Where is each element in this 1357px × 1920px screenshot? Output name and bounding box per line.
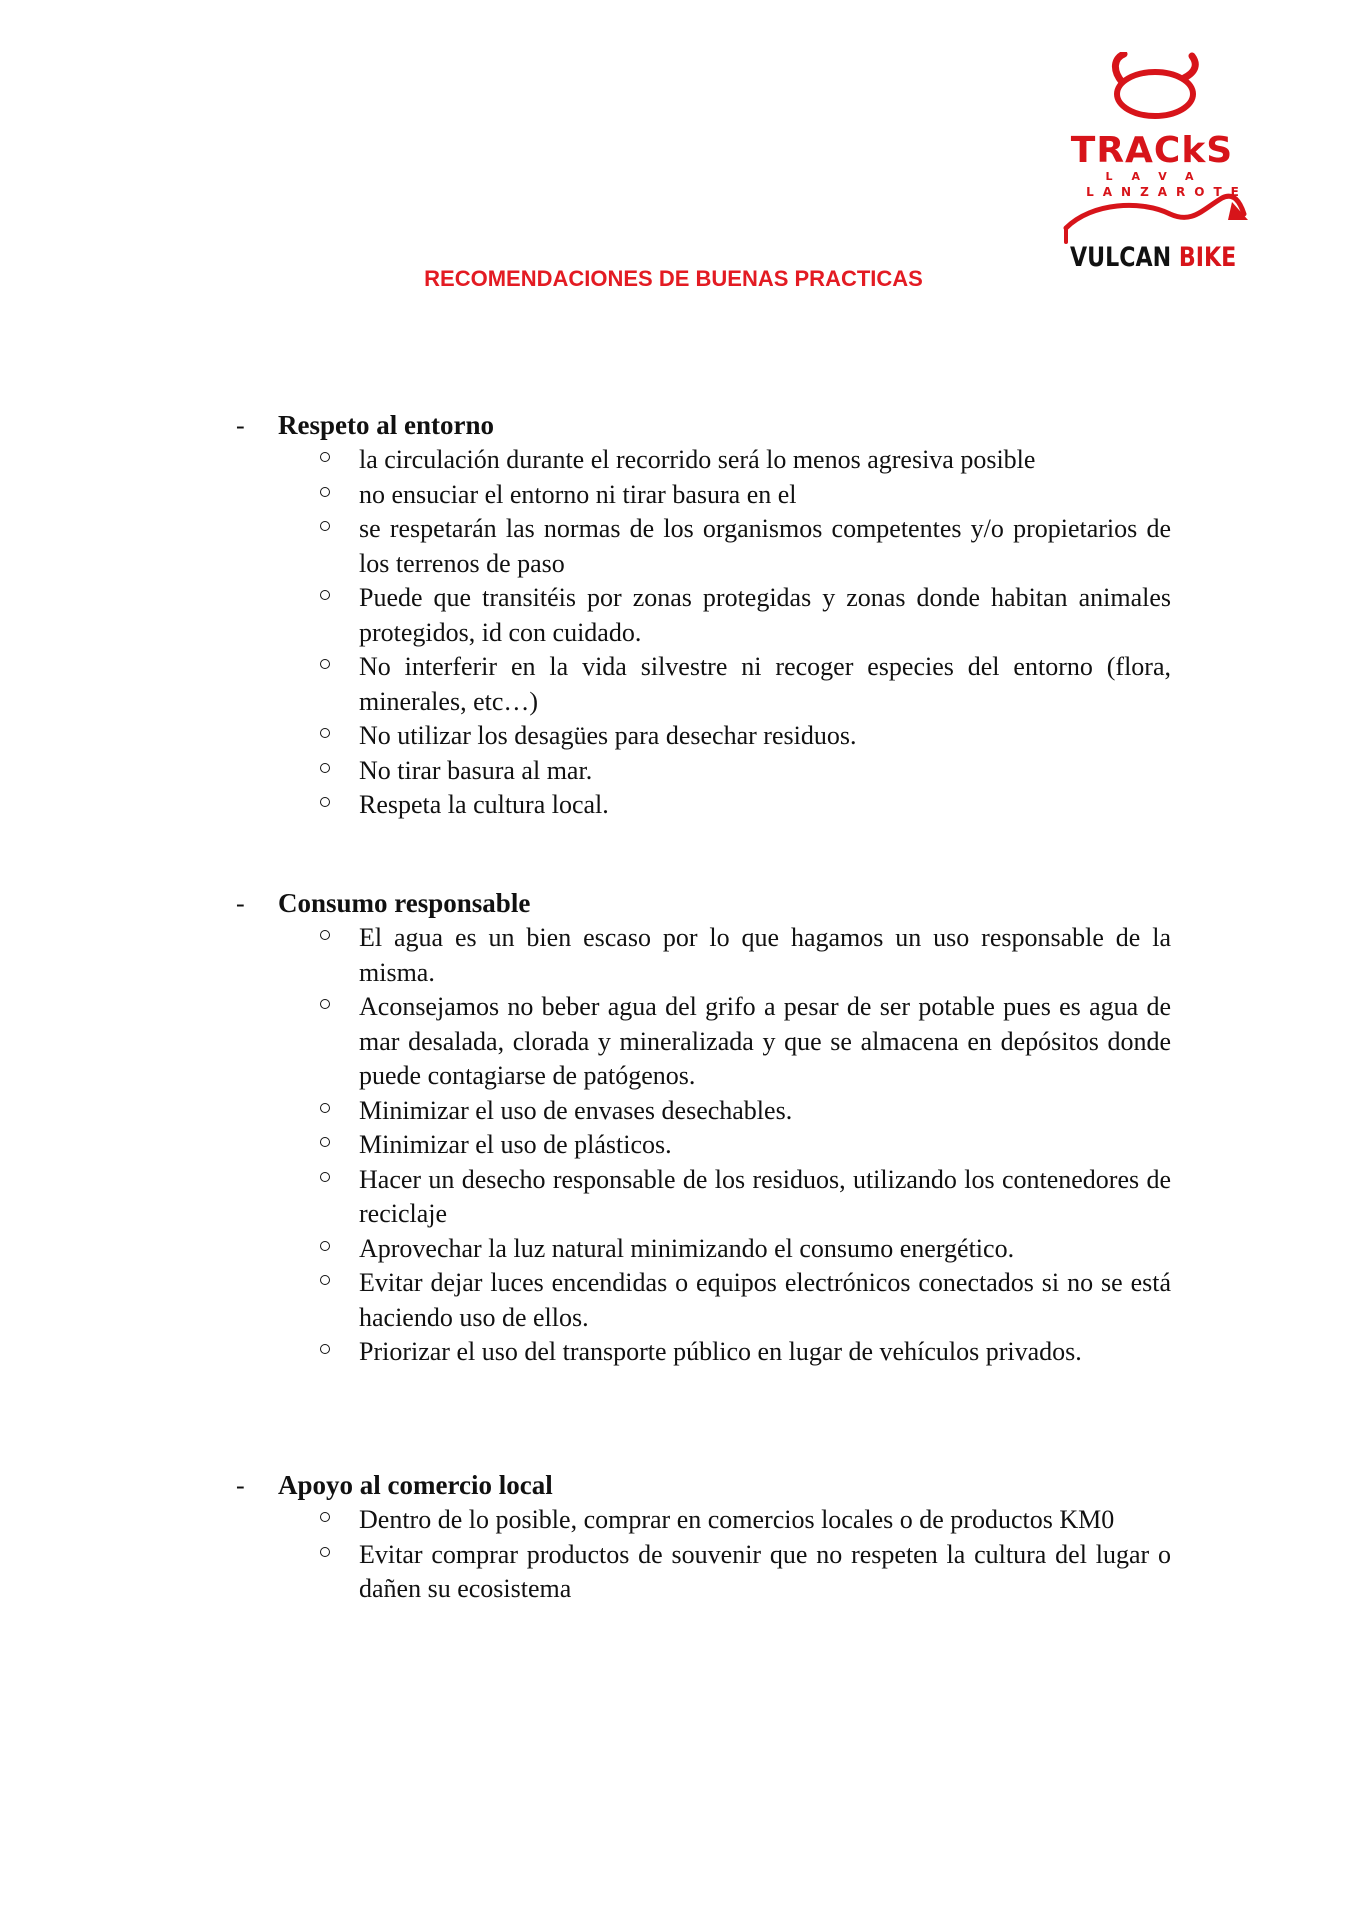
list-item: [0, 650, 1171, 719]
circle-bullet-icon: [320, 1275, 330, 1285]
list-item-text: Evitar dejar luces encendidas o equipos electrónicos conectados si no se está haciendo uso de ellos.: [359, 1268, 1171, 1332]
section-dash: -: [236, 411, 245, 440]
bullet-list: [0, 443, 1357, 823]
section-header: [0, 1468, 1357, 1503]
list-item: [0, 1163, 1171, 1232]
logo-bike-text: BIKE: [1178, 242, 1237, 273]
list-item: [0, 581, 1171, 650]
list-item-text: se respetarán las normas de los organismos competentes y/o propietarios de los terrenos de paso: [359, 514, 1171, 578]
list-item-text: No interferir en la vida silvestre ni recoger especies del entorno (flora, minerales, etc…): [359, 652, 1171, 716]
list-item: [0, 1232, 1171, 1267]
logo-lanzarote-text: LANZAROTE: [1086, 185, 1248, 199]
circle-bullet-icon: [320, 1344, 330, 1354]
list-item: [0, 754, 1171, 789]
list-item-text: No utilizar los desagües para desechar residuos.: [359, 721, 857, 750]
list-item-text: la circulación durante el recorrido será lo menos agresiva posible: [359, 445, 1036, 474]
list-item-text: Dentro de lo posible, comprar en comercios locales o de productos KM0: [359, 1505, 1115, 1534]
list-item: [0, 1128, 1171, 1163]
list-item-text: Minimizar el uso de envases desechables.: [359, 1095, 793, 1125]
section-heading: Consumo responsable: [278, 888, 531, 918]
section-header: [0, 408, 1357, 443]
circle-bullet-icon: [320, 1137, 330, 1147]
circle-bullet-icon: [320, 999, 330, 1009]
circle-bullet-icon: [320, 659, 330, 669]
section-consumo-responsable: [0, 886, 1357, 1370]
list-item: [0, 1335, 1171, 1370]
circle-bullet-icon: [320, 590, 330, 600]
list-item: [0, 990, 1171, 1094]
list-item-text: No tirar basura al mar.: [359, 755, 593, 785]
circle-bullet-icon: [320, 930, 330, 940]
list-item: [0, 443, 1171, 478]
section-respeto-al-entorno: [0, 408, 1357, 823]
bullet-list: [0, 921, 1357, 1370]
circle-bullet-icon: [320, 487, 330, 497]
list-item-text: Puede que transitéis por zonas protegidas y zonas donde habitan animales protegidos, id con cuidado.: [359, 583, 1171, 647]
circle-bullet-icon: [320, 1172, 330, 1182]
list-item: [0, 512, 1171, 581]
logo-tracks-text: TRACkS: [1070, 130, 1234, 171]
list-item-text: no ensuciar el entorno ni tirar basura en el: [359, 479, 797, 509]
list-item: [0, 1538, 1171, 1607]
tracks-vulcan-bike-logo: [1052, 52, 1252, 282]
list-item-text: Hacer un desecho responsable de los residuos, utilizando los contenedores de reciclaje: [359, 1164, 1171, 1228]
list-item: [0, 478, 1171, 513]
section-dash: -: [236, 1471, 245, 1500]
circle-bullet-icon: [320, 1103, 330, 1113]
circle-bullet-icon: [320, 728, 330, 738]
list-item: [0, 1094, 1171, 1129]
section-header: [0, 886, 1357, 921]
list-item: [0, 921, 1171, 990]
section-apoyo-al-comercio-local: [0, 1468, 1357, 1607]
page-title-text: RECOMENDACIONES DE BUENAS PRACTICAS: [424, 266, 923, 291]
logo-lava-text: LAVA: [1105, 170, 1213, 183]
list-item: [0, 1503, 1171, 1538]
page-title: [0, 266, 1357, 292]
logo-vulcan-text: VULCAN: [1070, 242, 1172, 273]
list-item-text: Minimizar el uso de plásticos.: [359, 1130, 672, 1159]
list-item-text: Aconsejamos no beber agua del grifo a pesar de ser potable pues es agua de mar desalada, clorada y mineralizada y que se almacena en depósitos donde puede contagiarse de patógenos.: [359, 992, 1171, 1090]
circle-bullet-icon: [320, 521, 330, 531]
list-item-text: Aprovechar la luz natural minimizando el consumo energético.: [359, 1233, 1015, 1263]
list-item: [0, 719, 1171, 754]
circle-bullet-icon: [320, 1241, 330, 1251]
circle-bullet-icon: [320, 797, 330, 807]
section-heading: Apoyo al comercio local: [278, 1470, 553, 1500]
list-item-text: Evitar comprar productos de souvenir que no respeten la cultura del lugar o dañen su ecosistema: [359, 1539, 1171, 1603]
bullet-list: [0, 1503, 1357, 1607]
list-item: [0, 788, 1171, 823]
circle-bullet-icon: [320, 763, 330, 773]
section-dash: -: [236, 889, 245, 918]
circle-bullet-icon: [320, 452, 330, 462]
list-item: [0, 1266, 1171, 1335]
list-item-text: El agua es un bien escaso por lo que hagamos un uso responsable de la misma.: [359, 923, 1171, 987]
section-heading: Respeto al entorno: [278, 410, 494, 440]
circle-bullet-icon: [320, 1547, 330, 1557]
circle-bullet-icon: [320, 1512, 330, 1522]
list-item-text: Priorizar el uso del transporte público en lugar de vehículos privados.: [359, 1337, 1082, 1366]
list-item-text: Respeta la cultura local.: [359, 790, 609, 819]
